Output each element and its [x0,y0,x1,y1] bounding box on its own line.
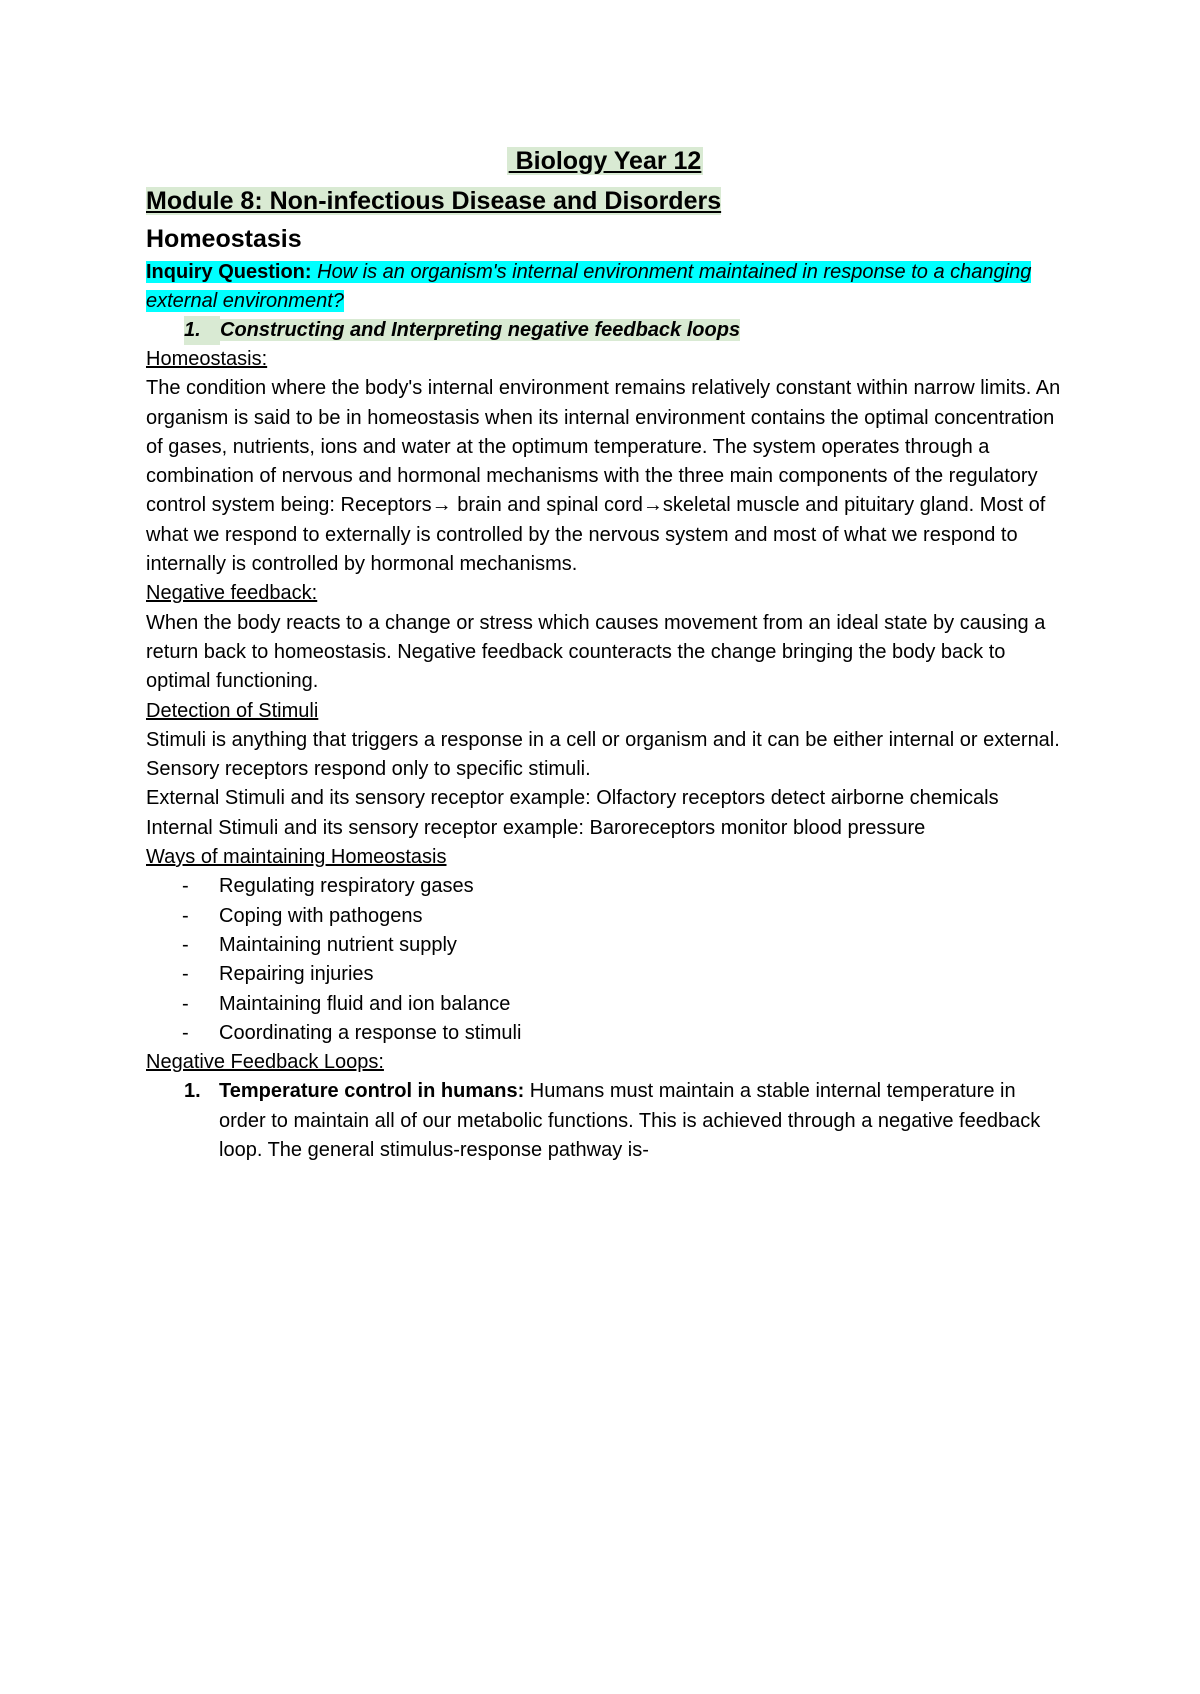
ways-label: Ways of maintaining Homeostasis [146,846,447,869]
dash-bullet: - [182,933,189,956]
negative-feedback-body: When the body reacts to a change or stress which causes movement from an ideal state by causing a return back to homeostasis. Negative feedback counteracts the change bringing the body back to optimal functioning. [146,611,1046,693]
list-item [146,872,1064,901]
list-item-text: Maintaining fluid and ion balance [219,992,511,1015]
list-item-text: Repairing injuries [219,963,374,986]
list-item-number: 1. [184,1080,201,1103]
homeostasis-section [146,345,1064,872]
document-title: Biology Year 12 [508,147,702,175]
detection-body: Stimuli is anything that triggers a response in a cell or organism and it can be either internal or external. Sensory receptors respond only to specific stimuli. [146,728,1060,781]
homeostasis-label: Homeostasis: [146,348,268,370]
inquiry-text: How is an organism's internal environment maintained in response to a changing external environment? [146,261,1032,312]
section-heading: Homeostasis [146,225,302,253]
homeostasis-body: The condition where the body's internal environment remains relatively constant within narrow limits. An organism is said to be in homeostasis when its internal environment contains the optimal concentration of gases, nutrients, ions and water at the optimum temperature. The system operates through a combination of nervous and hormonal mechanisms with the three main components of the regulatory control system being: Receptors→ brain and spinal cord→skeletal muscle and pituitary gland. Most of what we respond to externally is controlled by the nervous system and most of what we respond to internally is controlled by hormonal mechanisms. [146,377,1061,576]
list-item [146,902,1064,931]
loops-label: Negative Feedback Loops: [146,1051,384,1074]
loops-list [146,1077,1064,1165]
detection-label: Detection of Stimuli [146,699,319,722]
ways-list [146,872,1064,1048]
dash-bullet: - [182,904,189,927]
list-item-text: Humans must maintain a stable internal temperature in order to maintain all of our metabolic functions. This is achieved through a negative feedback loop. The general stimulus-response pathway is- [219,1080,1041,1162]
loops-section [146,1048,1064,1077]
module-heading-row [146,184,1064,222]
subheading-text: Constructing and Interpreting negative feedback loops [220,319,741,341]
list-item-text: Maintaining nutrient supply [219,933,457,956]
negative-feedback-label: Negative feedback: [146,582,318,605]
list-item-text: Regulating respiratory gases [219,875,474,898]
list-item-text: Coordinating a response to stimuli [219,1021,522,1044]
dash-bullet: - [182,963,189,986]
external-example: External Stimuli and its sensory receptor example: Olfactory receptors detect airborne chemicals [146,787,999,810]
subheading-number: 1. [184,316,220,345]
internal-example: Internal Stimuli and its sensory receptor example: Baroreceptors monitor blood pressure [146,816,926,839]
subheading [146,316,1064,345]
module-heading: Module 8: Non-infectious Disease and Disorders [146,187,722,215]
list-item-lead: Temperature control in humans: [219,1080,525,1103]
dash-bullet: - [182,992,189,1015]
dash-bullet: - [182,875,189,898]
title-wrap [146,144,1064,182]
inquiry-question [146,258,1064,316]
dash-bullet: - [182,1021,189,1044]
list-item [146,990,1064,1019]
list-item-text: Coping with pathogens [219,904,423,927]
inquiry-label: Inquiry Question: [146,261,312,283]
list-item [146,1019,1064,1048]
list-item [146,1077,1064,1165]
list-item [146,931,1064,960]
list-item [146,960,1064,989]
